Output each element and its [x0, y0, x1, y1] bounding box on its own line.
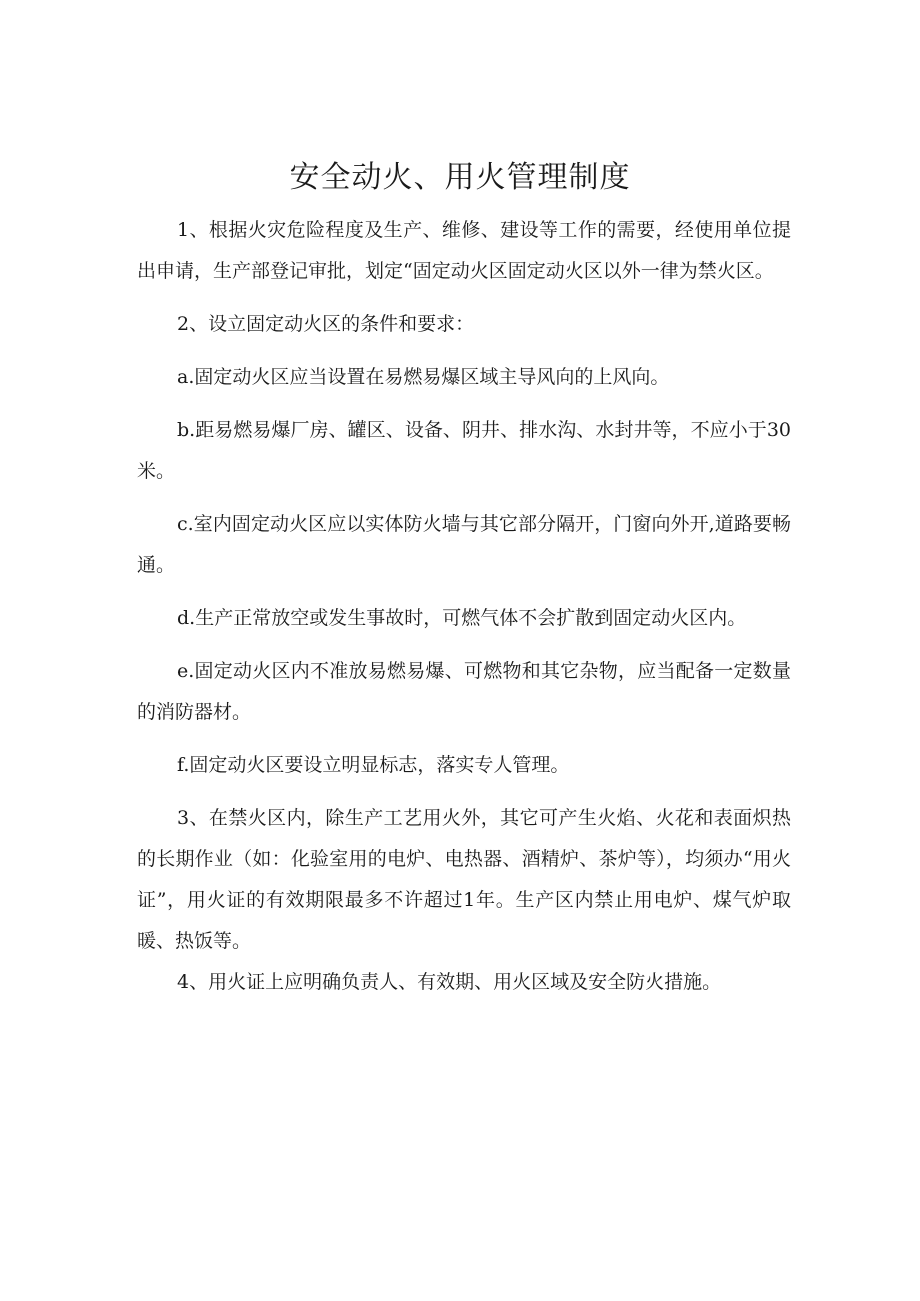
- paragraph-2: 2、设立固定动火区的条件和要求：: [177, 313, 475, 335]
- paragraph-2d: d.生产正常放空或发生事故时，可燃气体不会扩散到固定动火区内。: [177, 607, 747, 629]
- paragraph-1: 1、根据火灾危险程度及生产、维修、建设等工作的需要，经使用单位提出申请，生产部登记审批，划定“固定动火区固定动火区以外一律为禁火区。: [137, 219, 791, 282]
- document-body: [137, 210, 791, 1003]
- paragraph-2f: f.固定动火区要设立明显标志，落实专人管理。: [177, 754, 570, 776]
- document-title: 安全动火、用火管理制度: [289, 160, 631, 195]
- paragraph-4: 4、用火证上应明确负责人、有效期、用火区域及安全防火措施。: [177, 971, 722, 993]
- paragraph-2a: a.固定动火区应当设置在易燃易爆区域主导风向的上风向。: [177, 366, 670, 388]
- paragraph-2e: e.固定动火区内不准放易燃易爆、可燃物和其它杂物，应当配备一定数量的消防器材。: [137, 660, 791, 723]
- paragraph-2c: c.室内固定动火区应以实体防火墙与其它部分隔开，门窗向外开,道路要畅通。: [137, 513, 791, 576]
- paragraph-2b: b.距易燃易爆厂房、罐区、设备、阴井、排水沟、水封井等，不应小于30米。: [137, 419, 791, 482]
- paragraph-3: 3、在禁火区内，除生产工艺用火外，其它可产生火焰、火花和表面炽热的长期作业（如：化验室用的电炉、电热器、酒精炉、茶炉等），均须办“用火证”，用火证的有效期限最多不许超过1年。生产区内禁止用电炉、煤气炉取暖、热饭等。: [137, 807, 791, 952]
